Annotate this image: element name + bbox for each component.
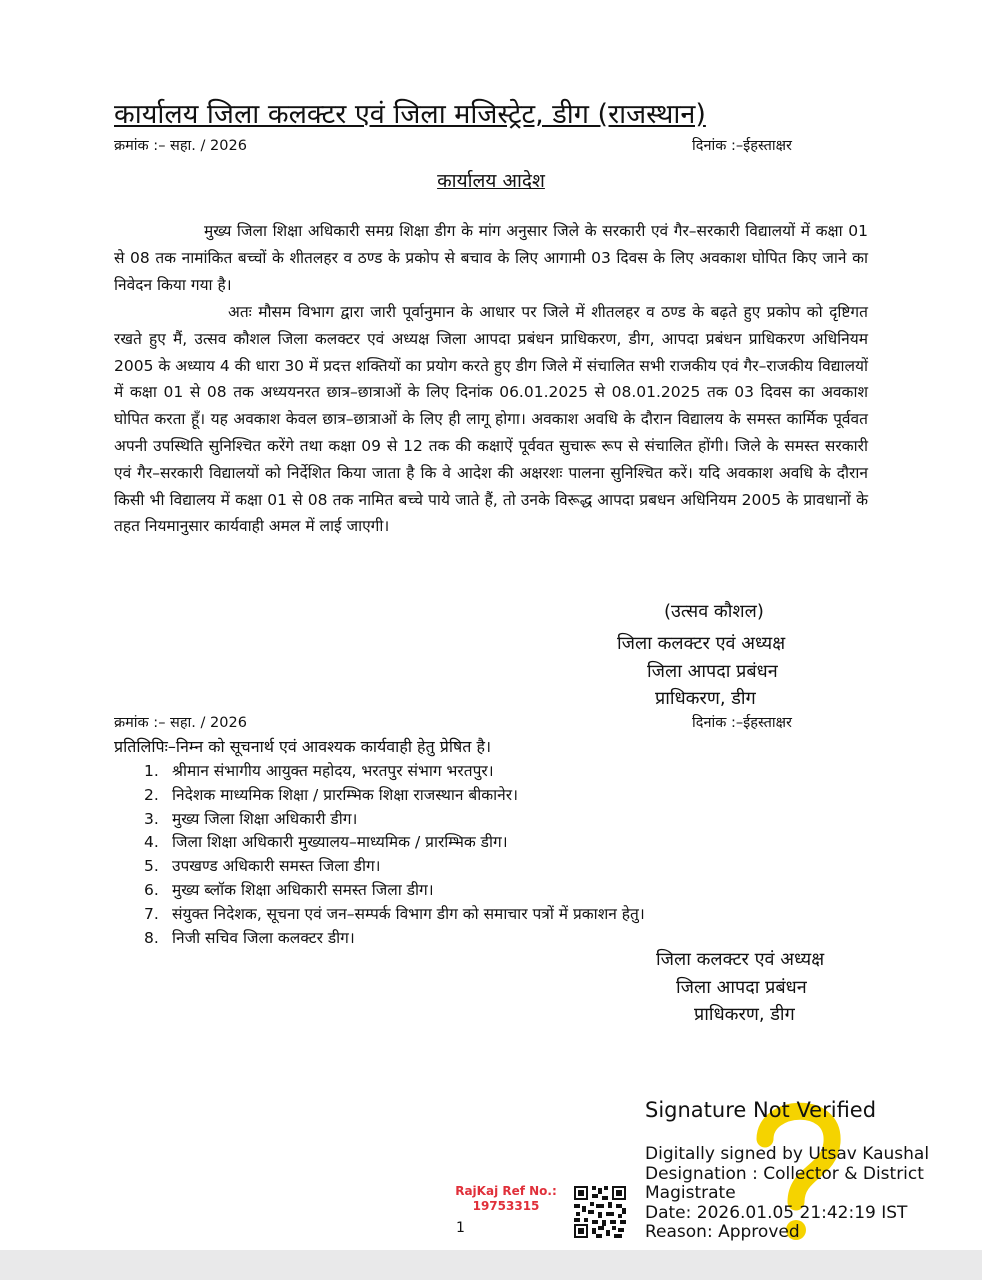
copy-reference-number: क्रमांक :– सहा. / 2026: [114, 715, 247, 731]
signed-by: Digitally signed by Utsav Kaushal: [645, 1144, 930, 1164]
list-item: 8. निजी सचिव जिला कलक्टर डीग।: [144, 928, 355, 947]
signatory-2-designation: [656, 946, 824, 1029]
signatory-2-line-1: जिला कलक्टर एवं अध्यक्ष: [656, 949, 825, 970]
list-item: 6. मुख्य ब्लॉक शिक्षा अधिकारी समस्त जिला डीग।: [144, 880, 434, 899]
rajkaj-label: RajKaj Ref No.:: [455, 1184, 557, 1198]
signatory-2-line-3: प्राधिकरण, डीग: [694, 1004, 795, 1025]
list-item: 1. श्रीमान संभागीय आयुक्त महोदय, भरतपुर संभाग भरतपुर।: [144, 762, 494, 780]
signature-date: Date: 2026.01.05 21:42:19 IST: [645, 1202, 908, 1223]
signatory-name-text: (उत्सव कौशल): [664, 601, 764, 622]
order-paragraph-1: मुख्य जिला शिक्षा अधिकारी समग्र शिक्षा डीग के मांग अनुसार जिले के सरकारी एवं गैर–सरकारी विद्यालयों में कक्षा 01 से 08 तक नामांकित बच्चों के शीतलहर व ठण्ड के प्रकोप से बचाव के लिए आगामी 03 दिवस के लिए अवकाश घोपित किए जाने का निवेदन किया गया है।: [114, 222, 868, 294]
digital-signature-details: [645, 1145, 929, 1243]
qr-code-icon: [572, 1184, 628, 1240]
rajkaj-number: 19753315: [472, 1199, 540, 1213]
signature-reason: Reason: Approved: [645, 1222, 800, 1243]
list-item: 4. जिला शिक्षा अधिकारी मुख्यालय–माध्यमिक / प्रारम्भिक डीग।: [144, 833, 508, 852]
signatory-name: [664, 598, 764, 626]
order-heading: [0, 168, 982, 194]
designation-line-2: Magistrate: [645, 1183, 736, 1204]
copy-date: दिनांक :–ईहस्ताक्षर: [692, 715, 792, 731]
copy-to-intro: प्रतिलिपिः–निम्न को सूचनार्थ एवं आवश्यक कार्यवाही हेतु प्रेषित है।: [114, 737, 492, 756]
copy-to-list: [144, 760, 645, 950]
order-date: दिनांक :–ईहस्ताक्षर: [692, 138, 792, 154]
office-title: कार्यालय जिला कलक्टर एवं जिला मजिस्ट्रेट, डीग (राजस्थान): [114, 99, 706, 130]
signatory-2-line-2: जिला आपदा प्रबंधन: [676, 976, 807, 998]
list-item: 7. संयुक्त निदेशक, सूचना एवं जन–सम्पर्क विभाग डीग को समाचार पत्रों में प्रकाशन हेतु।: [144, 904, 645, 923]
reference-number: क्रमांक :– सहा. / 2026: [114, 138, 247, 154]
order-paragraph-2: अतः मौसम विभाग द्वारा जारी पूर्वानुमान के आधार पर जिले में शीतलहर व ठण्ड के बढ़ते हुए प्रकोप को दृष्टिगत रखते हुए मैं, उत्सव कौशल जिला कलक्टर एवं अध्यक्ष जिला आपदा प्रबंधन प्राधिकरण, डीग, आपदा प्रबंधन प्राधिकरण अधिनियम 2005 के अध्याय 4 की धारा 30 में प्रदत्त शक्तियों का प्रयोग करते हुए डीग जिले में संचालित सभी राजकीय एवं गैर–राजकीय विद्यालयों में कक्षा 01 से 08 तक अध्ययनरत छात्र–छात्राओं के लिए दिनांक 06.01.2025 से 08.01.2025 तक 03 दिवस का अवकाश घोपित करता हूँ। यह अवकाश केवल छात्र–छात्राओं के लिए ही लागू होगा। अवकाश अवधि के दौरान विद्यालय के समस्त कार्मिक पूर्ववत अपनी उपस्थिति सुनिश्चित करेंगे तथा कक्षा 09 से 12 तक की कक्षाऐं पूर्ववत सुचारू रूप से संचालित होंगी। जिले के समस्त सरकारी एवं गैर–सरकारी विद्यालयों को निर्देशित किया जाता है कि वे आदेश की अक्षरशः पालना सुनिश्चित करें। यदि अवकाश अवधि के दौरान किसी भी विद्यालय में कक्षा 01 से 08 तक नामित बच्चे पाये जाते हैं, तो उनके विरूद्ध आपदा प्रबधन अधिनियम 2005 के प्रावधानों के तहत नियमानुसार कार्यवाही अमल में लाई जाएगी।: [114, 303, 868, 536]
signatory-designation: [617, 630, 785, 713]
rajkaj-reference: [446, 1184, 566, 1214]
list-item: 5. उपखण्ड अधिकारी समस्त जिला डीग।: [144, 857, 381, 876]
signatory-line-1: जिला कलक्टर एवं अध्यक्ष: [617, 633, 786, 654]
list-item: 3. मुख्य जिला शिक्षा अधिकारी डीग।: [144, 809, 358, 828]
designation-line-1: Designation : Collector & District: [645, 1163, 924, 1184]
list-item: 2. निदेशक माध्यमिक शिक्षा / प्रारम्भिक शिक्षा राजस्थान बीकानेर।: [144, 785, 518, 804]
signatory-line-2: जिला आपदा प्रबंधन: [647, 660, 778, 682]
signatory-line-3: प्राधिकरण, डीग: [655, 688, 756, 709]
viewer-bottom-bar: [0, 1250, 982, 1280]
page-number: 1: [456, 1220, 465, 1236]
signature-status: Signature Not Verified: [645, 1098, 877, 1122]
order-heading-text: कार्यालय आदेश: [437, 170, 545, 192]
